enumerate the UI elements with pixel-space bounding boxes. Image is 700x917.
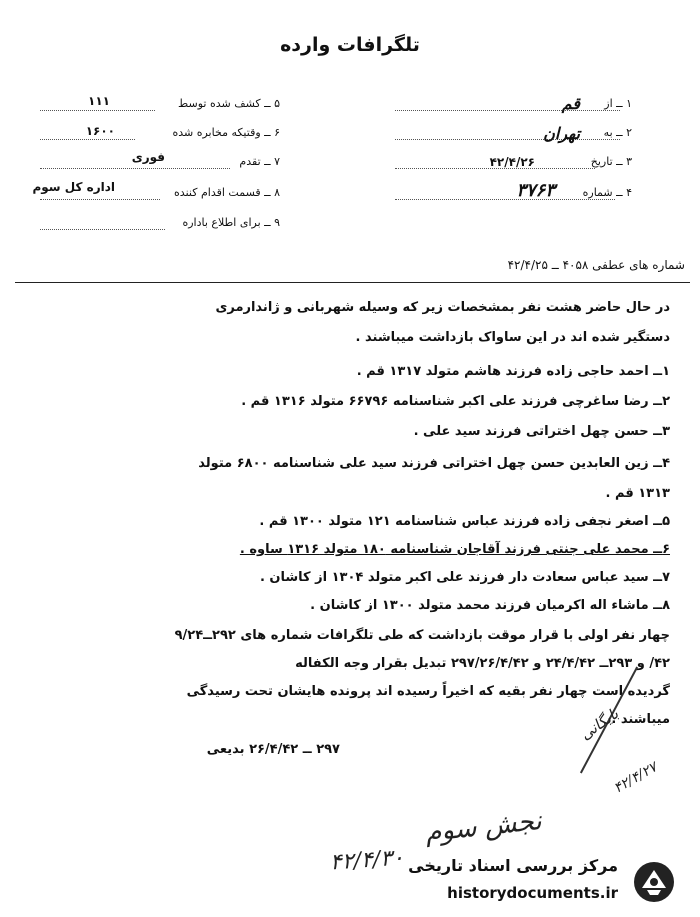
body-line-8: ۵ــ اصغر نجفی زاده فرزند عباس شناسنامه ۱۲۱ متولد ۱۳۰۰ قم .	[259, 514, 670, 529]
field-action-dept-dots	[40, 199, 160, 200]
field-number-value: ۳۷۶۳	[516, 180, 555, 201]
field-date-value: ۴۲/۴/۲۶	[489, 155, 535, 169]
watermark-name: مرکز بررسی اسناد تاریخی	[408, 856, 618, 875]
field-priority-value: فوری	[131, 150, 165, 164]
field-priority-label: ۷ ــ تقدم	[239, 155, 280, 168]
field-to-label: ۲ ــ به	[603, 126, 632, 139]
handwritten-signature: نجش سوم	[423, 805, 543, 849]
sender-sign-line: ۲۹۷ ــ ۲۶/۴/۴۲ بدیعی	[206, 742, 340, 757]
body-line-13: ۴۲/ و ۲۹۳ــ ۲۴/۴/۴۲ و ۲۹۷/۲۶/۴/۴۲ تبدیل بقرار وجه الکفاله	[295, 656, 670, 671]
body-line-1: در حال حاضر هشت نفر بمشخصات زیر که وسیله شهربانی و ژاندارمری	[215, 300, 670, 315]
body-line-6: ۴ــ زین العابدین حسن چهل اختراتی فرزند سید علی شناسنامه ۶۸۰۰ متولد	[198, 456, 670, 471]
field-inform-label: ۹ ــ برای اطلاع باداره	[182, 216, 280, 229]
field-decoded-by-label: ۵ ــ کشف شده توسط	[178, 97, 280, 110]
field-from-label: ۱ ــ از	[604, 97, 632, 110]
body-line-7: ۱۳۱۳ قم .	[605, 486, 670, 501]
watermark-url: historydocuments.ir	[447, 884, 618, 902]
field-sent-time-value: ۱۶۰۰	[85, 124, 115, 138]
body-line-2: دستگیر شده اند در این ساواک بازداشت میباشند .	[355, 330, 670, 345]
handwritten-bottom-date: ۴۲/۴/۳۰	[329, 845, 405, 876]
field-number-dots	[395, 199, 615, 200]
reference-numbers: شماره های عطفی ۴۰۵۸ ــ ۴۲/۴/۲۵	[507, 258, 685, 272]
handwritten-margin-note: بایگانی	[576, 704, 622, 744]
document-title: تلگرافات وارده	[280, 34, 420, 56]
body-line-9: ۶ــ محمد علی جنتی فرزند آقاجان شناسنامه ۱۸۰ متولد ۱۳۱۶ ساوه .	[239, 542, 670, 557]
field-number-label: ۴ ــ شماره	[582, 186, 632, 199]
body-line-10: ۷ــ سید عباس سعادت دار فرزند علی اکبر متولد ۱۳۰۴ از کاشان .	[259, 570, 670, 585]
field-decoded-by-dots	[40, 110, 155, 111]
body-line-15: میباشند .	[611, 712, 670, 727]
field-sent-time-dots	[40, 139, 135, 140]
field-date-label: ۳ ــ تاریخ	[590, 155, 632, 168]
handwritten-margin-date: ۴۲/۴/۲۷	[611, 759, 660, 797]
field-from-dots	[395, 110, 620, 111]
field-decoded-by-value: ۱۱۱	[88, 94, 110, 108]
field-action-dept-value: اداره کل سوم	[32, 180, 115, 194]
body-line-14: گردیده است چهار نفر بقیه که اخیراً رسیده اند پرونده هایشان تحت رسیدگی	[186, 684, 670, 699]
field-from-value: قم	[561, 94, 580, 113]
field-to-value: تهران	[543, 124, 580, 143]
field-inform-dots	[40, 229, 165, 230]
body-line-4: ۲ــ رضا ساغرچی فرزند علی اکبر شناسنامه ۶۶۷۹۶ متولد ۱۳۱۶ قم .	[241, 394, 670, 409]
field-action-dept-label: ۸ ــ قسمت اقدام کننده	[174, 186, 280, 199]
body-line-11: ۸ــ ماشاء اله اکرمیان فرزند محمد متولد ۱۳۰۰ از کاشان .	[310, 598, 670, 613]
field-to-dots	[395, 139, 620, 140]
field-priority-dots	[40, 168, 230, 169]
body-line-3: ۱ــ احمد حاجی زاده فرزند هاشم متولد ۱۳۱۷ قم .	[356, 364, 670, 379]
archive-logo-icon	[632, 860, 676, 904]
body-line-5: ۳ــ حسن چهل اختراتی فرزند سید علی .	[413, 424, 670, 439]
body-line-12: چهار نفر اولی با قرار موقت بازداشت که طی تلگرافات شماره های ۲۹۲ــ۹/۲۴	[174, 628, 670, 643]
reference-separator	[15, 282, 690, 283]
field-sent-time-label: ۶ ــ وقتیکه مخابره شده	[172, 126, 280, 139]
